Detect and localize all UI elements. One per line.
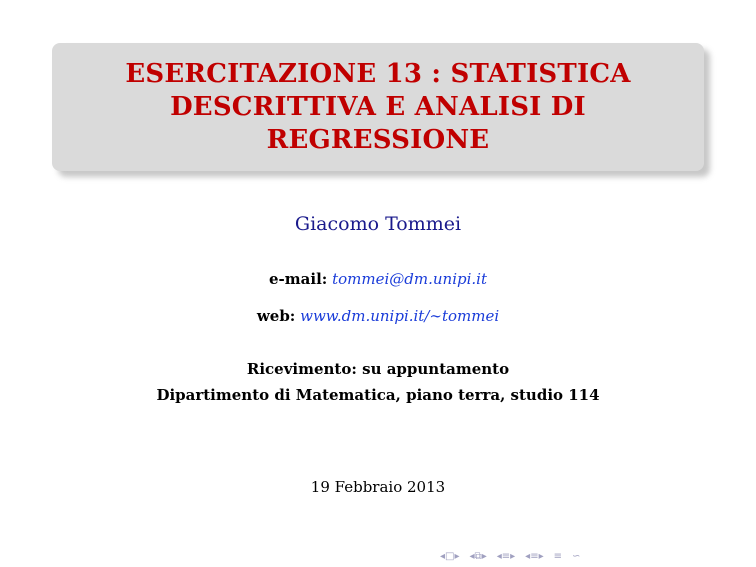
slide-title <box>125 58 630 157</box>
email-line <box>0 270 756 288</box>
email-label: e-mail: <box>269 270 328 288</box>
title-line-3: REGRESSIONE <box>266 124 490 155</box>
next-subsection-icon[interactable]: ▸ <box>481 550 487 562</box>
next-subsection2-icon[interactable]: ▸ <box>538 550 544 562</box>
presentation-date: 19 Febbraio 2013 <box>310 478 446 496</box>
subsection-icon[interactable]: ⧉ <box>474 550 482 562</box>
web-line <box>0 307 756 325</box>
author-name: Giacomo Tommei <box>294 213 462 235</box>
next-section-icon[interactable]: ▸ <box>510 550 516 562</box>
title-line-1: ESERCITAZIONE 13 : STATISTICA <box>125 58 631 89</box>
nav-frame-group <box>440 551 460 562</box>
align-icon[interactable]: ≡ <box>553 550 563 562</box>
web-label: web: <box>256 307 296 325</box>
beamer-navigation <box>440 549 580 563</box>
next-frame-icon[interactable]: ▸ <box>454 550 460 562</box>
subsection2-icon[interactable]: ≡ <box>530 550 539 562</box>
frame-icon[interactable]: □ <box>445 550 455 562</box>
prev-frame-icon[interactable]: ◂ <box>440 550 446 562</box>
nav-section-group <box>497 551 515 562</box>
email-link[interactable]: tommei@dm.unipi.it <box>332 270 487 288</box>
reception-info: Ricevimento: su appuntamento <box>246 360 510 378</box>
title-line-2: DESCRITTIVA E ANALISI DI <box>170 91 586 122</box>
department-info: Dipartimento di Matematica, piano terra, studio 114 <box>156 386 600 404</box>
nav-subsection2-group <box>525 551 543 562</box>
title-box <box>52 43 704 171</box>
prev-section-icon[interactable]: ◂ <box>496 550 502 562</box>
nav-subsection-group <box>470 551 487 562</box>
section-icon[interactable]: ≡ <box>501 550 511 562</box>
prev-subsection2-icon[interactable]: ◂ <box>525 550 531 562</box>
web-link[interactable]: www.dm.unipi.it/∼tommei <box>300 307 500 325</box>
search-icon[interactable]: ∽ <box>572 550 581 562</box>
prev-subsection-icon[interactable]: ◂ <box>469 550 475 562</box>
